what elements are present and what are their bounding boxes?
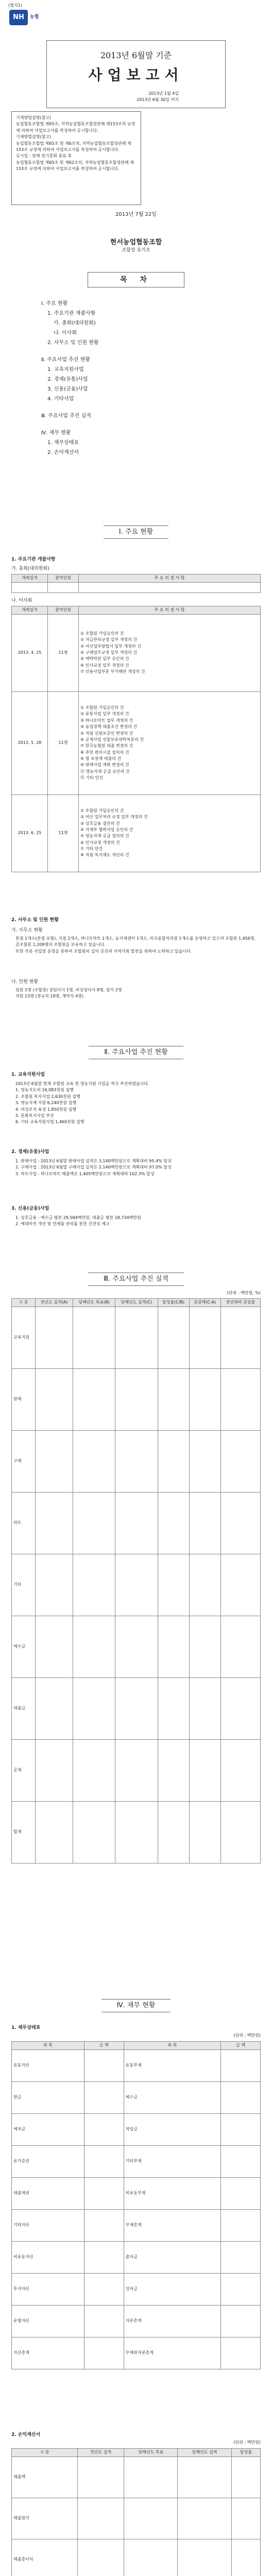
table-cell bbox=[73, 1430, 115, 1492]
table-cell: 자산총계 bbox=[12, 2337, 84, 2369]
table-cell bbox=[115, 1739, 158, 1801]
table-row bbox=[12, 2273, 261, 2305]
bs-unit: (단위 : 백만원) bbox=[233, 2033, 261, 2038]
table-cell bbox=[73, 1492, 115, 1554]
table-cell: 예수금 bbox=[124, 2081, 220, 2113]
table-cell: 매출원가 bbox=[12, 2498, 78, 2539]
table-cell bbox=[36, 1492, 73, 1554]
toc-item: 1. 주요기관 개괄사항 bbox=[47, 311, 96, 316]
table-cell bbox=[84, 2177, 124, 2209]
table-cell: 자본총계 bbox=[124, 2305, 220, 2337]
table-cell bbox=[36, 1554, 73, 1616]
cell: 2013. 6. 25 bbox=[12, 794, 48, 872]
table-cell bbox=[115, 1307, 158, 1368]
table-cell: 현금 bbox=[12, 2081, 84, 2113]
table-header: 증감액(C-A) bbox=[189, 1299, 220, 1307]
table-cell bbox=[78, 2539, 124, 2576]
table-row bbox=[12, 2049, 261, 2081]
table-cell bbox=[158, 1492, 189, 1554]
cell: ① 조합원 가입승인의 건 ② 유통사업 일부 개정의 건 ③ 하나로마트 업무 개정의 건 ④ 농업정책 대출조건 변경의 건 ⑤ 직원 신원보증인 변경의 건 ⑥ 공제사업 선물보유위탁처분의 건 ⑦ 한국농협원 대출 변경의 건 ⑧ 주민 편의시설 설치의 건 ⑨ 쌀 포장재 대출의 건 ⑩ 판매사업 계획 변경의 건 ⑪ 영농자재 공급 승인의 건 ⑫ 기타 안건 bbox=[79, 691, 261, 794]
table-header: 당해년도 실적 bbox=[178, 2449, 231, 2457]
table-cell bbox=[220, 2177, 260, 2209]
table-cell bbox=[36, 1430, 73, 1492]
table-cell bbox=[73, 1307, 115, 1368]
table-cell bbox=[220, 2049, 260, 2081]
section1-title-text: Ⅰ. 주요 현황 bbox=[104, 526, 168, 539]
table-cell bbox=[220, 2209, 260, 2241]
section1-sub1b: 나. 이사회 bbox=[11, 598, 32, 603]
section2-s3-text: 1. 상호금융 : 예수금 평잔 29,584백만원, 대출금 평잔 18,734백만원 2. 예대마진 개선 및 연체율 관리를 통한 건전성 제고 bbox=[15, 1215, 141, 1227]
table-cell bbox=[124, 2498, 178, 2539]
cell: 11명 bbox=[48, 614, 79, 691]
table-cell: 유동자산 bbox=[12, 2049, 84, 2081]
corner-tag: (별지1) bbox=[8, 3, 22, 8]
section1-sub1: 1. 주요기관 개괄사항 bbox=[11, 557, 56, 562]
table-cell: 마트 bbox=[12, 1492, 36, 1554]
table-cell bbox=[73, 1739, 115, 1801]
table-cell: 예수금 bbox=[12, 1616, 36, 1677]
table-cell bbox=[158, 1739, 189, 1801]
table-cell bbox=[115, 1801, 158, 1863]
table-cell: 비유동자산 bbox=[12, 2241, 84, 2273]
balance-sheet-table bbox=[11, 2041, 261, 2369]
toc-item: 1. 재무상태표 bbox=[47, 440, 79, 446]
table-cell: 판매 bbox=[12, 1368, 36, 1430]
table-header: 전년도 실적(A) bbox=[36, 1299, 73, 1307]
table-cell bbox=[73, 1801, 115, 1863]
table-cell: 차입금 bbox=[124, 2113, 220, 2145]
bs-title: 1. 재무상태표 bbox=[11, 2025, 41, 2030]
office-text: 본점 1개소(본점 포함), 지점 2개소, 하나로마트 1개소, 농자재센터 1개소, 미곡종합처리장 1개소를 운영하고 있으며 조합원 1,456명, 준조합원 1,209명의 조합원을 보유하고 있습니다. 또한 각종 사업장 운영을 통하여 조합원의 실익 증진과 지역사회 발전을 위하여 노력하고 있습니다. bbox=[15, 936, 256, 954]
table-cell bbox=[36, 1368, 73, 1430]
table-cell bbox=[189, 1801, 220, 1863]
performance-table bbox=[11, 1298, 261, 1863]
table-cell bbox=[84, 2145, 124, 2177]
cell: 2013. 5. 28 bbox=[12, 691, 48, 794]
table-header: 당해년도 목표 bbox=[124, 2449, 178, 2457]
staff-text: 임원 1명 (조합장) 상임이사 1명, 비상임이사 8명, 감사 2명 직원 23명 (정규직 19명, 계약직 4명) bbox=[15, 988, 122, 999]
toc-list bbox=[41, 299, 237, 457]
table-cell bbox=[84, 2209, 124, 2241]
table-cell: 예치금 bbox=[12, 2113, 84, 2145]
table-cell bbox=[189, 1554, 220, 1616]
logo-text: 농협 bbox=[30, 14, 39, 20]
table-cell: 합계 bbox=[12, 1801, 36, 1863]
table-cell bbox=[220, 2273, 260, 2305]
table-cell bbox=[220, 1616, 260, 1677]
section3-title-text: Ⅲ. 주요사업 추진 실적 bbox=[88, 1273, 184, 1286]
table-cell: 대출채권 bbox=[12, 2177, 84, 2209]
office-label: 가. 사무소 현황 bbox=[11, 928, 43, 933]
table-cell bbox=[231, 2456, 260, 2498]
table-row bbox=[12, 614, 261, 691]
table-cell bbox=[84, 2337, 124, 2369]
table-row bbox=[12, 2305, 261, 2337]
table-cell bbox=[158, 1368, 189, 1430]
table-cell: 잉여금 bbox=[124, 2273, 220, 2305]
table-cell: 유동부채 bbox=[124, 2049, 220, 2081]
table-header: 구 분 bbox=[12, 1299, 36, 1307]
table-cell bbox=[115, 1616, 158, 1677]
cell: ① 조합원 가입승인의 건 ② 여신 업무처리 규정 일부 개정의 건 ③ 상호금융 결산의 건 ④ 자재부 협력사업 승인의 건 ⑤ 영농자재 공급 결의의 건 ⑥ 인사규정 개정의 건 ⑦ 기타 안건 ⑧ 직원 복지제도 개선의 건 bbox=[79, 794, 261, 872]
table-cell bbox=[231, 2539, 260, 2576]
table-header: 과 목 bbox=[124, 2042, 220, 2050]
section2-s1-text: 2013년 6월말 현재 조합원 교육 및 영농지원 사업을 적극 추진하였습니다. 1. 영농지도비 16,083천원 집행 2. 조합원 복지사업 2,630천원 집행 3. 영농자재 지원 6,240천원 집행 4. 여성조직 육성 1,850천원 집행 5. 문화복지사업 추진 6. 기타 교육지원사업 1,460천원 집행 bbox=[15, 1081, 149, 1125]
th: 주 요 의 결 사 항 bbox=[79, 574, 261, 583]
table-cell bbox=[36, 1677, 73, 1739]
logo-mark: NH bbox=[9, 10, 28, 25]
table-header: 달성율 bbox=[231, 2449, 260, 2457]
table-cell bbox=[220, 2241, 260, 2273]
table-cell bbox=[158, 1554, 189, 1616]
table-cell bbox=[158, 1616, 189, 1677]
table-cell: 부채와자본총계 bbox=[124, 2337, 220, 2369]
th: 주 요 의 결 사 항 bbox=[79, 606, 261, 615]
notice-box: 기재방법설명(참고) 농업협동조합법 제65조, 지역농업협동조합정관례 제153조의 규정에 의하여 사업보고서를 작성하여 공시합니다. 기재방법설명(참고) 농업협동조합법 제65조 및 제6조의, 지역농업협동조합정관례 제153조 규정에 의하여 사업보고서를 작성하여 공시합니다. 공시일 : 당해 정기총회 종료 후 농업협동조합법 제65조 및 제62조의, 지역농업협동조합정관례 제153조 규정에 의하여 사업보고서를 작성하여 공시합니다. bbox=[11, 111, 141, 205]
period-start: 2013년 1월 4일 bbox=[148, 91, 179, 96]
th: 개최일자 bbox=[12, 574, 48, 583]
section3-title bbox=[0, 1273, 272, 1286]
table-cell bbox=[36, 1801, 73, 1863]
th: 참석인원 bbox=[48, 574, 79, 583]
table-row bbox=[12, 1492, 261, 1554]
table-cell bbox=[178, 2498, 231, 2539]
toc-item: Ⅰ. 주요 현황 bbox=[41, 301, 68, 307]
table-cell bbox=[189, 1616, 220, 1677]
table-cell bbox=[189, 1492, 220, 1554]
cell bbox=[79, 582, 261, 592]
table-cell: 유형자산 bbox=[12, 2305, 84, 2337]
table-cell: 구매 bbox=[12, 1430, 36, 1492]
table-cell bbox=[115, 1677, 158, 1739]
table-cell bbox=[115, 1368, 158, 1430]
toc-item: 2. 손익계산서 bbox=[47, 450, 79, 455]
toc-item: 1. 교육지원사업 bbox=[47, 367, 84, 372]
table-cell bbox=[84, 2305, 124, 2337]
table-cell: 매출액 bbox=[12, 2456, 78, 2498]
table-cell: 기타자산 bbox=[12, 2209, 84, 2241]
table-row bbox=[12, 1739, 261, 1801]
table-cell bbox=[36, 1739, 73, 1801]
table-cell bbox=[84, 2081, 124, 2113]
table-cell bbox=[220, 2305, 260, 2337]
table-row bbox=[12, 2177, 261, 2209]
org-representative: 조합장 유기조 bbox=[122, 248, 150, 253]
table-cell bbox=[231, 2498, 260, 2539]
table-row bbox=[12, 794, 261, 872]
toc-item: Ⅳ. 재무 현황 bbox=[41, 430, 71, 436]
cell: 11명 bbox=[48, 794, 79, 872]
period-end: 2013년 6월 30일 까지 bbox=[137, 97, 179, 103]
table-row bbox=[12, 1368, 261, 1430]
toc-title: 목 차 bbox=[88, 272, 184, 287]
table-cell bbox=[220, 1739, 260, 1801]
table-row bbox=[12, 2209, 261, 2241]
table-cell bbox=[78, 2456, 124, 2498]
table-cell bbox=[220, 2081, 260, 2113]
table-row bbox=[12, 1801, 261, 1863]
cover-subtitle: 2013년 6월말 기준 bbox=[100, 50, 172, 60]
table-row bbox=[12, 2113, 261, 2145]
table-cell bbox=[189, 1368, 220, 1430]
table-cell bbox=[73, 1554, 115, 1616]
cell bbox=[48, 582, 79, 592]
section2-s2: 2. 경제(유통)사업 bbox=[11, 1149, 49, 1155]
table-cell bbox=[220, 1430, 260, 1492]
table-cell bbox=[189, 1739, 220, 1801]
cover-title: 사업보고서 bbox=[88, 66, 184, 83]
table-cell bbox=[220, 2145, 260, 2177]
table-header: 과 목 bbox=[12, 2042, 84, 2050]
table-cell bbox=[220, 2113, 260, 2145]
section2-s3: 3. 신용(금융)사업 bbox=[11, 1206, 49, 1211]
toc-item: Ⅱ. 주요사업 추진 현황 bbox=[41, 357, 90, 363]
table-cell bbox=[73, 1616, 115, 1677]
table-header: 달성율(C/B) bbox=[158, 1299, 189, 1307]
table-cell bbox=[78, 2498, 124, 2539]
staff-label: 나. 인원 현황 bbox=[11, 979, 39, 985]
issue-date: 2013년 7월 22일 bbox=[115, 212, 157, 217]
th: 개최일자 bbox=[12, 606, 48, 615]
th: 참석인원 bbox=[48, 606, 79, 615]
table-cell bbox=[115, 1430, 158, 1492]
table-cell bbox=[220, 1368, 260, 1430]
nh-logo bbox=[9, 8, 58, 27]
is-unit: (단위 : 백만원) bbox=[233, 2440, 261, 2445]
table-row bbox=[12, 1430, 261, 1492]
table-cell bbox=[115, 1554, 158, 1616]
table-cell bbox=[124, 2456, 178, 2498]
table-cell: 기타 bbox=[12, 1554, 36, 1616]
cell: 2013. 4. 25 bbox=[12, 614, 48, 691]
table-header: 당해년도 실적(C) bbox=[115, 1299, 158, 1307]
table-cell bbox=[158, 1801, 189, 1863]
table-row bbox=[12, 1616, 261, 1677]
table-cell bbox=[158, 1307, 189, 1368]
table-cell bbox=[189, 1307, 220, 1368]
table-cell: 비유동부채 bbox=[124, 2177, 220, 2209]
toc-item: 4. 기타사업 bbox=[47, 396, 74, 402]
section1-sub1a: 가. 총회(대의원회) bbox=[11, 566, 49, 571]
table-row bbox=[12, 2241, 261, 2273]
table-row bbox=[12, 2145, 261, 2177]
section3-unit: (단위 : 백만원, %) bbox=[227, 1291, 261, 1295]
table-cell bbox=[220, 1801, 260, 1863]
table-cell bbox=[189, 1677, 220, 1739]
table-row bbox=[12, 2539, 261, 2576]
table-header: 당해년도 목표(B) bbox=[73, 1299, 115, 1307]
cover-period bbox=[47, 91, 225, 103]
table-cell bbox=[220, 1554, 260, 1616]
table-row bbox=[12, 1307, 261, 1368]
table-header: 전년도 실적 bbox=[78, 2449, 124, 2457]
table-cell bbox=[220, 1307, 260, 1368]
toc-item: 3. 신용(금융)사업 bbox=[47, 386, 88, 392]
table-cell: 기타부채 bbox=[124, 2145, 220, 2177]
table-cell bbox=[36, 1616, 73, 1677]
table-row bbox=[12, 2456, 261, 2498]
table-cell: 교육지원 bbox=[12, 1307, 36, 1368]
table-cell bbox=[158, 1677, 189, 1739]
table-cell bbox=[178, 2539, 231, 2576]
cover-title-box bbox=[46, 40, 226, 108]
table-cell: 투자자산 bbox=[12, 2273, 84, 2305]
is-title: 2. 손익계산서 bbox=[11, 2432, 41, 2437]
table-cell: 부채총계 bbox=[124, 2209, 220, 2241]
table-cell bbox=[84, 2241, 124, 2273]
assembly-table bbox=[11, 574, 261, 593]
table-cell bbox=[36, 1307, 73, 1368]
table-header: 금 액 bbox=[84, 2042, 124, 2050]
table-header: 구 분 bbox=[12, 2449, 78, 2457]
table-header: 금 액 bbox=[220, 2042, 260, 2050]
section4-title bbox=[0, 1999, 272, 2012]
table-cell bbox=[73, 1677, 115, 1739]
section1-title bbox=[0, 526, 272, 539]
section1-sub2: 2. 사무소 및 인원 현황 bbox=[11, 918, 59, 923]
cell: 11명 bbox=[48, 691, 79, 794]
table-cell: 유가증권 bbox=[12, 2145, 84, 2177]
income-statement-table bbox=[11, 2448, 261, 2576]
table-header: 전년대비 증감율 bbox=[220, 1299, 260, 1307]
table-cell bbox=[220, 2337, 260, 2369]
table-row bbox=[12, 1677, 261, 1739]
table-cell: 공제 bbox=[12, 1739, 36, 1801]
section2-s1: 1. 교육지원사업 bbox=[11, 1072, 45, 1077]
cell: ① 조합원 가입승인의 건 ② 자금관리규정 일부 개정의 건 ③ 여신업무방법서 일부 개정의 건 ④ 구매업무규정 일부 개정의 건 ⑤ 예탁약관 일부 승인의 건 ⑥ 인사규정 일부 개정의 건 ⑦ 신용사업부문 부가해관 개정의 건 bbox=[79, 614, 261, 691]
board-table bbox=[11, 606, 261, 872]
table-row bbox=[12, 2081, 261, 2113]
toc-item: 나. 이사회 bbox=[54, 330, 77, 336]
toc-item: 2. 경제(유통)사업 bbox=[47, 377, 88, 382]
table-cell bbox=[115, 1492, 158, 1554]
toc-item: 2. 사무소 및 인원 현황 bbox=[47, 340, 99, 346]
table-row bbox=[12, 2498, 261, 2539]
table-cell bbox=[220, 1677, 260, 1739]
table-row bbox=[12, 2337, 261, 2369]
table-cell bbox=[220, 1492, 260, 1554]
toc-item: Ⅲ. 주요사업 추진 실적 bbox=[41, 413, 91, 419]
table-cell bbox=[84, 2273, 124, 2305]
toc-item: 가. 총회(대의원회) bbox=[54, 320, 96, 326]
table-row bbox=[12, 1554, 261, 1616]
table-cell: 대출금 bbox=[12, 1677, 36, 1739]
table-row bbox=[12, 691, 261, 794]
table-cell: 매출총이익 bbox=[12, 2539, 78, 2576]
table-cell: 출자금 bbox=[124, 2241, 220, 2273]
cell bbox=[12, 582, 48, 592]
section2-title-text: Ⅱ. 주요사업 추진 현황 bbox=[89, 1046, 183, 1059]
org-name: 현서농업협동조합 bbox=[110, 239, 162, 246]
table-cell bbox=[73, 1368, 115, 1430]
table-cell bbox=[84, 2049, 124, 2081]
table-cell bbox=[178, 2456, 231, 2498]
section4-title-text: Ⅳ. 재무 현황 bbox=[101, 1999, 171, 2012]
section2-s2-text: 1. 판매사업 : 2013년 6월말 판매사업 실적은 3,140백만원으로 계획대비 95.4% 달성 2. 구매사업 : 2013년 6월말 구매사업 실적은 2,140백만원으로 계획대비 97.0% 달성 3. 마트사업 : 하나로마트 매출액은 1,405백만원으로 계획대비 102.3% 달성 bbox=[15, 1159, 172, 1176]
table-cell bbox=[124, 2539, 178, 2576]
table-cell bbox=[189, 1430, 220, 1492]
table-cell bbox=[158, 1430, 189, 1492]
table-cell bbox=[84, 2113, 124, 2145]
section2-title bbox=[0, 1046, 272, 1059]
